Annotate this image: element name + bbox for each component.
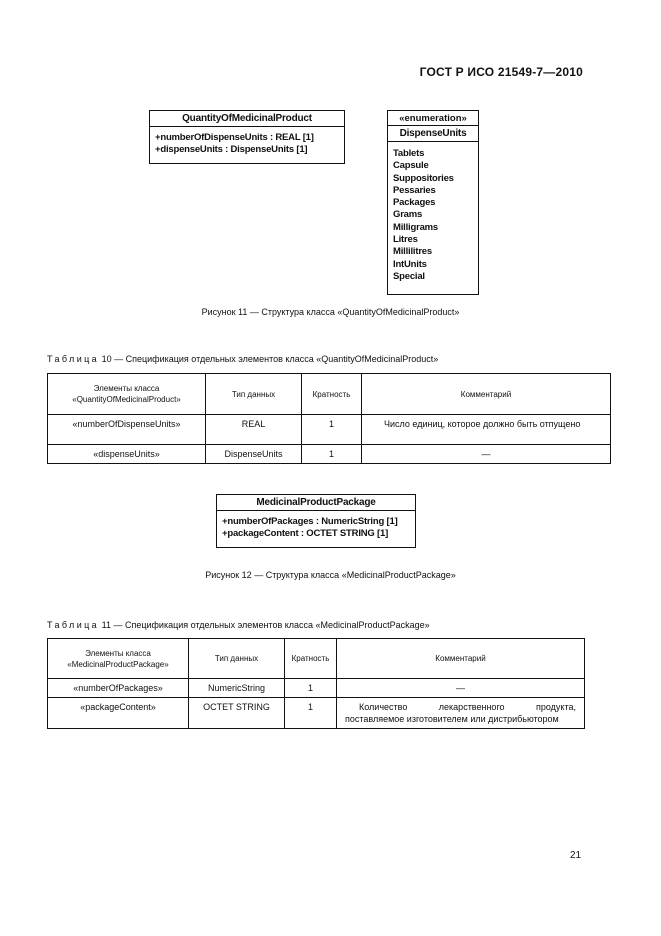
uml-stereotype: «enumeration» — [399, 113, 467, 124]
table-cell: REAL — [206, 415, 302, 445]
enum-literal: Litres — [393, 234, 418, 246]
table-cell: «numberOfPackages» — [48, 679, 189, 698]
enum-literal: Millilitres — [393, 246, 432, 258]
table-10-caption — [47, 354, 438, 364]
uml-attributes — [150, 127, 344, 163]
table-caption-prefix: Таблица — [47, 620, 100, 630]
uml-attribute: +numberOfDispenseUnits : REAL [1] — [155, 132, 314, 143]
table-header-cell: Кратность — [302, 374, 362, 415]
table-cell: 1 — [285, 679, 337, 698]
table-cell: — — [337, 679, 585, 698]
table-header-cell: Элементы класса «QuantityOfMedicinalProduct» — [48, 374, 206, 415]
table-header-cell: Тип данных — [206, 374, 302, 415]
table-cell: Число единиц, которое должно быть отпущено — [362, 415, 611, 445]
figure-12-caption: Рисунок 12 — Структура класса «MedicinalProductPackage» — [205, 570, 456, 580]
table-cell: «numberOfDispenseUnits» — [48, 415, 206, 445]
table-header-cell: Тип данных — [189, 639, 285, 679]
table-row — [48, 698, 585, 729]
uml-enum-literals — [388, 142, 478, 289]
uml-class-name: MedicinalProductPackage — [217, 495, 415, 511]
table-cell: «packageContent» — [48, 698, 189, 729]
enum-literal: Suppositories — [393, 172, 454, 184]
enum-literal: Capsule — [393, 160, 429, 172]
table-header-cell: Комментарий — [362, 374, 611, 415]
uml-attribute: +packageContent : OCTET STRING [1] — [222, 528, 389, 540]
uml-enumeration-dispense-units — [387, 110, 479, 295]
table-10 — [47, 373, 611, 464]
enum-literal: Packages — [393, 197, 436, 209]
document-header: ГОСТ Р ИСО 21549-7—2010 — [419, 65, 583, 79]
enum-literal: Grams — [393, 209, 423, 221]
table-header-cell: Элементы класса «MedicinalProductPackage» — [48, 639, 189, 679]
enum-literal: Milligrams — [393, 221, 438, 233]
table-cell: 1 — [302, 415, 362, 445]
table-header-row — [48, 374, 611, 415]
table-row — [48, 415, 611, 445]
table-cell: 1 — [302, 445, 362, 464]
table-header-cell: Комментарий — [337, 639, 585, 679]
table-row — [48, 445, 611, 464]
uml-attribute: +numberOfPackages : NumericString [1] — [222, 516, 398, 527]
table-cell: 1 — [285, 698, 337, 729]
table-header-row — [48, 639, 585, 679]
uml-class-quantity-of-medicinal-product — [149, 110, 345, 164]
enum-literal: Pessaries — [393, 184, 436, 196]
page-number: 21 — [570, 850, 582, 861]
uml-class-name: QuantityOfMedicinalProduct — [150, 111, 344, 127]
table-11-caption — [47, 620, 430, 630]
uml-enum-name: DispenseUnits — [388, 125, 478, 142]
table-header-cell: Кратность — [285, 639, 337, 679]
table-caption-text: 10 — Спецификация отдельных элементов класса «QuantityOfMedicinalProduct» — [101, 354, 439, 364]
table-cell: NumericString — [189, 679, 285, 698]
table-cell: Количество лекарственного продукта, поставляемое изготовителем или дистрибьютором — [337, 698, 585, 729]
table-11 — [47, 638, 585, 729]
table-row — [48, 679, 585, 698]
table-cell: DispenseUnits — [206, 445, 302, 464]
uml-class-medicinal-product-package — [216, 494, 416, 548]
uml-attribute: +dispenseUnits : DispenseUnits [1] — [155, 144, 308, 156]
table-cell: — — [362, 445, 611, 464]
uml-attributes — [217, 511, 415, 547]
enum-literal: IntUnits — [393, 258, 427, 270]
enum-literal: Tablets — [393, 148, 425, 159]
figure-11-caption: Рисунок 11 — Структура класса «QuantityOfMedicinalProduct» — [201, 307, 460, 317]
table-caption-prefix: Таблица — [47, 354, 100, 364]
table-cell: OCTET STRING — [189, 698, 285, 729]
enum-literal: Special — [393, 270, 425, 282]
table-cell: «dispenseUnits» — [48, 445, 206, 464]
table-caption-text: 11 — Спецификация отдельных элементов класса «MedicinalProductPackage» — [101, 620, 430, 630]
